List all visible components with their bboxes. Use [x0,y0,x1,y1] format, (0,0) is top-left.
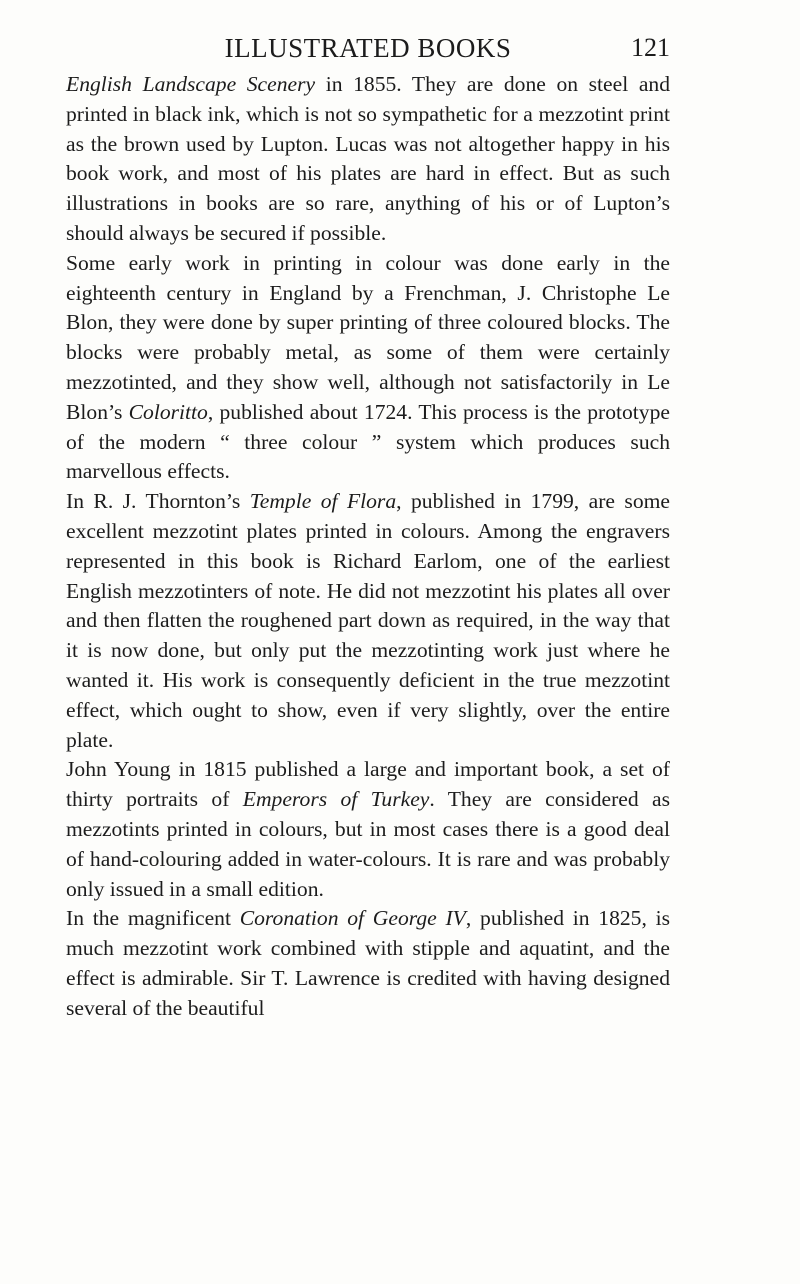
page-header [66,26,670,70]
text-run: Some early work in printing in colour was done early in the eighteenth century in England by a Frenchman, J. Christophe Le Blon, they were done by super printing of three coloured blocks. The blocks were probably metal, as some of them were certainly mezzotinted, and they show well, although not satisfactorily in Le Blon’s [66,250,670,424]
page-number: 121 [631,33,670,62]
paragraph [66,249,670,487]
text-run: , published about 1724. This process is the prototype of the modern “ three colour ” system which produces such marvellous effects. [66,399,670,484]
text-run: . They are considered as mezzotints printed in colours, but in most cases there is a good deal of hand-colouring added in water-colours. It is rare and was probably only issued in a small edition. [66,787,670,901]
book-title: Coloritto [128,399,208,424]
text-run: in 1855. They are done on steel and printed in black ink, which is not so sympathetic for a mezzotint print as the brown used by Lupton. Lucas was not altogether happy in his book work, and most of his plates are hard in effect. But as such illustrations in books are so rare, anything of his or of Lupton’s should always be secured if possible. [66,72,670,245]
text-run: In the magnificent [66,906,240,931]
paragraph [66,755,670,904]
body-text [66,70,670,1024]
text-run: , published in 1799, are some excellent mezzotint plates printed in colours. Among the engravers represented in this book is Richard Earlom, one of the earliest English mezzotinters of note. He did not mezzotint his plates all over and then flatten the roughened part down as required, in the way that it is now done, but only put the mezzotinting work just where he wanted it. His work is consequently deficient in the true mezzotint effect, which ought to show, even if very slightly, over the entire plate. [66,489,670,752]
text-run: In R. J. Thornton’s [66,489,250,514]
book-page [66,26,670,1024]
paragraph [66,904,670,1023]
book-title: English Landscape Scenery [66,72,316,96]
book-title: Emperors of Turkey [242,787,430,812]
running-head: ILLUSTRATED BOOKS [224,33,512,63]
paragraph [66,487,670,755]
book-title: Coronation of George IV [239,906,466,931]
text-run: , published in 1825, is much mezzotint work combined with stipple and aquatint, and the effect is admirable. Sir T. Lawrence is credited with having designed several of the beautiful [66,906,671,1020]
text-run: John Young in 1815 published a large and important book, a set of thirty portraits of [66,757,670,812]
paragraph [66,70,670,249]
book-title: Temple of Flora [249,489,397,514]
